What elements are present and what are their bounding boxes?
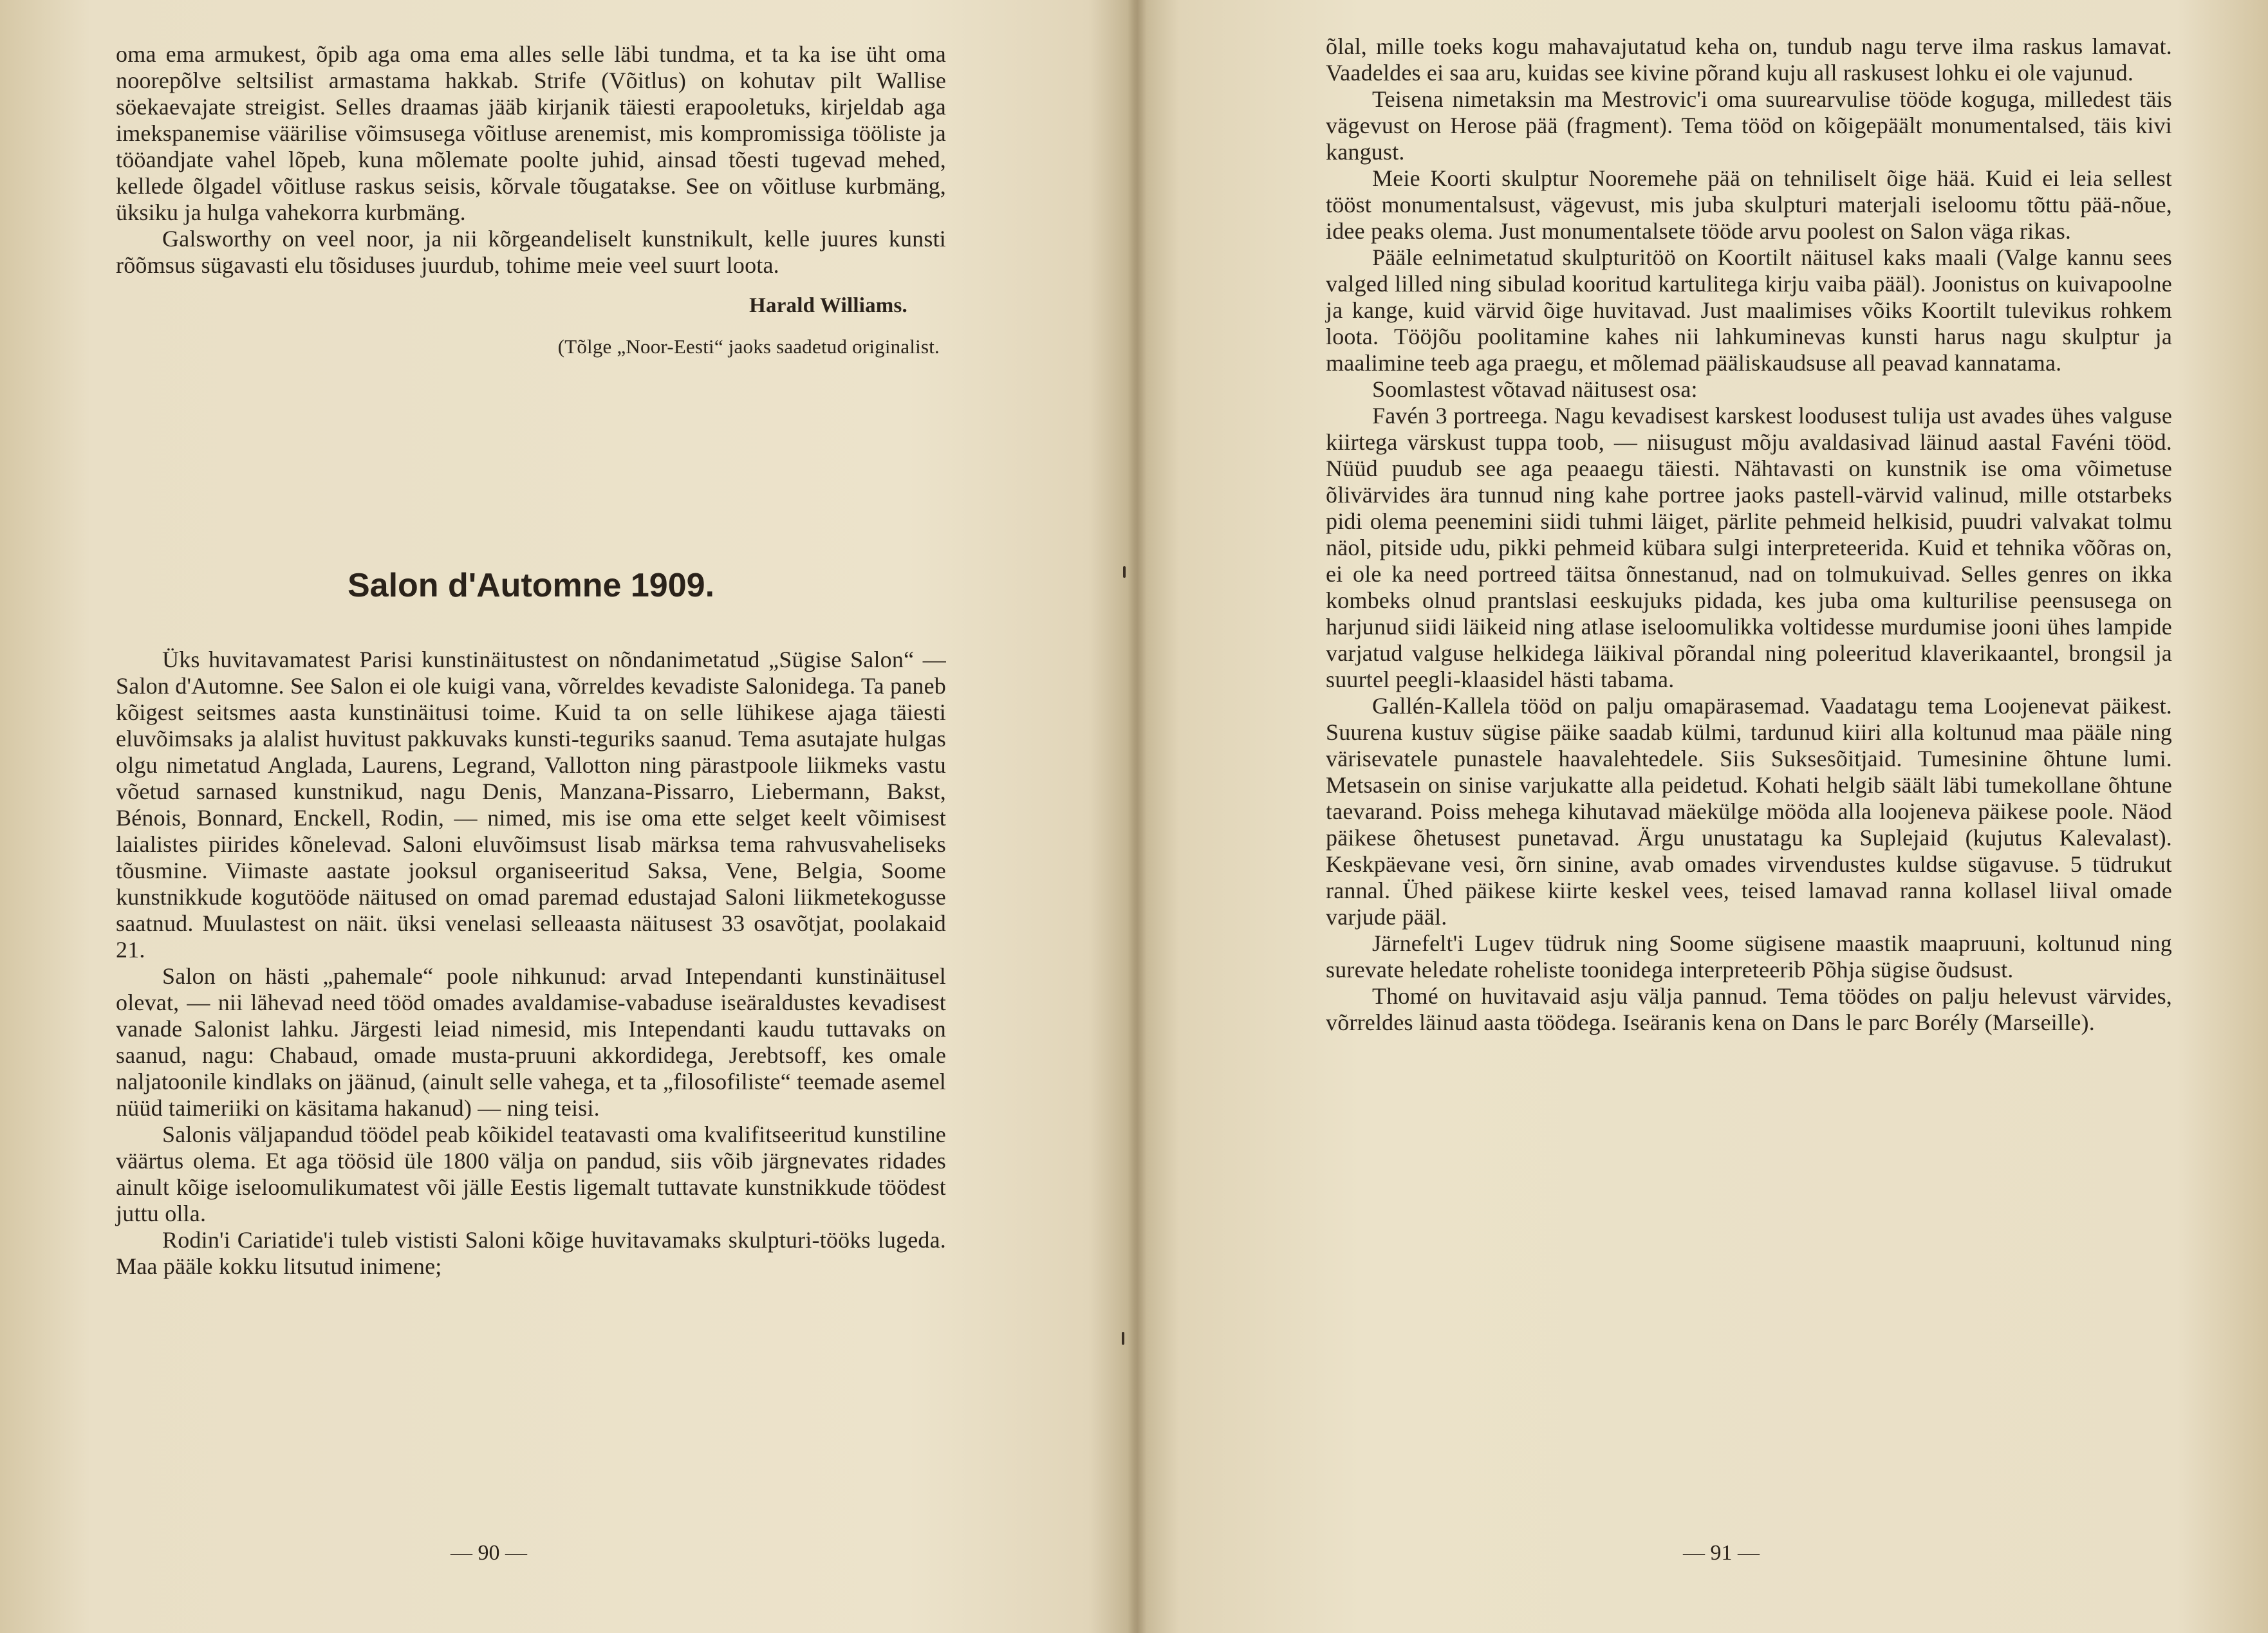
paragraph: Galsworthy on veel noor, ja nii kõrgeandeliselt kunstnikult, kelle juures kunsti rõõmsus sügavasti elu tõsiduses juurdub, tohime meie veel suurt loota.: [116, 226, 946, 278]
paragraph: Järnefelt'i Lugev tüdruk ning Soome sügisene maastik maapruuni, koltunud ning surevate heledate roheliste toonidega interpreteerib Põhja sügise õudsust.: [1326, 930, 2172, 983]
paragraph: Üks huvitavamatest Parisi kunstinäitustest on nõndanimetatud „Sügise Salon“ — Salon d'Automne. See Salon ei ole kuigi vana, võrreldes kevadiste Salonidega. Ta paneb kõigest seitsmes aasta kunstinäitusi toime. Kuid ta on selle lühikese ajaga täiesti eluvõimsaks ja alalist huvitust pakkuvaks kunsti-teguriks saanud. Tema asutajate hulgas olgu nimetatud Anglada, Laurens, Legrand, Vallotton ning pärastpoole liikmeks vastu võetud sarnased kunstnikud, nagu Denis, Manzana-Pissarro, Liebermann, Bakst, Bénois, Bonnard, Enckell, Rodin, — nimed, mis ise oma ette selget keelt võimisest laialistes piirides kõnelevad. Saloni eluvõimsust lisab märksa tema rahvusvaheliseks tõusmine. Viimaste aastate jooksul organiseeritud Saksa, Vene, Belgia, Soome kunstnikkude kogutööde näitused on omad paremad edustajad Saloni liikmetekogusse saatnud. Muulastest on näit. üksi venelasi selleaasta näitusest 33 osavõtjat, poolakaid 21.: [116, 647, 946, 963]
author-signature: Harald Williams.: [749, 294, 907, 317]
paragraph: Meie Koorti skulptur Nooremehe pää on tehniliselt õige hää. Kuid ei leia sellest tööst monumentalsust, vägevust, mis juba skulpturi materjali iseloomu tõttu pää-nõue, idee peaks olema. Just monumentalsete tööde arvu poolest on Salon väga rikas.: [1326, 165, 2172, 244]
paragraph: Favén 3 portreega. Nagu kevadisest karskest loodusest tulija ust avades ühes valguse kiirtega värskust tuppa toob, — niisugust mõju avaldasivad läinud aastal Favéni tööd. Nüüd puudub see aga peaaegu täiesti. Nähtavasti on kunstnik ise oma võimetuse õlivärvides ära tunnud ning kahe portree jaoks pastell-värvid valinud, mille otstarbeks pidi olema peenemini siidi tuhmi läiget, pärlite pehmeid helkisid, puudri valvakat tolmu näol, pitside udu, pikki pehmeid kübara sulgi interpreteerida. Kuid et tehnika võõras on, ei ole ka need portreed täitsa õnnestanud, nad on tolmukuivad. Selles genres on ikka kombeks olnud prantslasi eeskujuks pidada, kes juba oma kulturilise peensusega on harjunud siidi läikeid ning atlase iseloomulikka voltidesse murdumise jooni ühes lampide varjatud valguse helkidega läikival põrandal ning poleeritud klaverikaantel, brongsil ja suurtel peegli-klaasidel hästi tabama.: [1326, 403, 2172, 692]
review-ending: [116, 41, 946, 360]
page-number: — 90 —: [451, 1541, 527, 1565]
paragraph: Rodin'i Cariatide'i tuleb vististi Saloni kõige huvitavamaks skulpturi-tööks lugeda. Maa pääle kokku litsutud inimene;: [116, 1227, 946, 1279]
right-page: [1142, 0, 2268, 1633]
paragraph: õlal, mille toeks kogu mahavajutatud keha on, tundub nagu terve ilma raskus lamavat. Vaadeldes ei saa aru, kuidas see kivine põrand kuju all raskusest lohku ei ole vajunud.: [1326, 33, 2172, 86]
translation-note: (Tõlge „Noor-Eesti“ jaoks saadetud originalist.: [557, 335, 940, 358]
paragraph: oma ema armukest, õpib aga oma ema alles selle läbi tundma, et ta ka ise üht oma noorepõlve seltsilist armastama hakkab. Strife (Võitlus) on kohutav pilt Wallise söekaevajate streigist. Selles draamas jääb kirjanik täiesti erapooletuks, kirjeldab aga imekspanemise väärilise võimsusega võitluse arenemist, mis kompromissiga tööliste ja tööandjate vahel lõpeb, kuna mõlemate poolte juhid, ainsad tõesti tugevad mehed, kellede õlgadel võitluse raskus seisis, kõrvale tõugatakse. See on võitluse kurbmäng, üksiku ja hulga vahekorra kurbmäng.: [116, 41, 946, 225]
paragraph: Thomé on huvitavaid asju välja pannud. Tema töödes on palju helevust värvides, võrreldes läinud aasta töödega. Iseäranis kena on Dans le parc Borély (Marseille).: [1326, 983, 2172, 1035]
page-number: — 91 —: [1683, 1541, 1760, 1565]
margin-mark: [1122, 1332, 1124, 1345]
article-body: [116, 647, 946, 1280]
margin-mark: [1123, 566, 1126, 578]
left-page: [0, 0, 1133, 1633]
paragraph: Salon on hästi „pahemale“ poole nihkunud: arvad Intependanti kunstinäitusel olevat, — nii lähevad need tööd omades avaldamise-vabaduse iseäraldustes kevadisest vanade Salonist lahku. Järgesti leiad nimesid, mis Intependanti kaudu tuttavaks on saanud, nagu: Chabaud, omade musta-pruuni akkordidega, Jerebtsoff, kes omale naljatoonile kindlaks on jäänud, (ainult selle vahega, et ta „filosofiliste“ teemade asemel nüüd taimeriiki on käsitama hakanud) — ning teisi.: [116, 963, 946, 1121]
article-heading: Salon d'Automne 1909.: [347, 567, 715, 604]
paragraph: Soomlastest võtavad näitusest osa:: [1372, 376, 1698, 402]
paragraph: Teisena nimetaksin ma Mestrovic'i oma suurearvulise tööde koguga, milledest täis vägevust on Herose pää (fragment). Tema tööd on kõigepäält monumentalsed, täis kivi kangust.: [1326, 86, 2172, 165]
paragraph: Gallén-Kallela tööd on palju omapärasemad. Vaadatagu tema Loojenevat päikest. Suurena kustuv sügise päike saadab külmi, tardunud kiiri alla koltunud maa pääle ning värisevatele punastele haavalehtedele. Siis Suksesõitjaid. Tumesinine õhtune lumi. Metsasein on sinise varjukatte alla peidetud. Kohati helgib säält läbi tumekollane õhtune taevarand. Poiss mehega kihutavad mäekülge mööda alla loojeneva päikese poole. Näod päikese õhetusest punetavad. Ärgu unustatagu ka Suplejaid (kujutus Kalevalast). Keskpäevane vesi, õrn sinine, avab omades virvendustes kuldse sügavuse. 5 tüdrukut rannal. Ühed päikese kiirte keskel vees, teised lamavad ranna kollasel liival omade varjude pääl.: [1326, 693, 2172, 930]
article-continuation: [1326, 33, 2172, 1036]
paragraph: Salonis väljapandud töödel peab kõikidel teatavasti oma kvalifitseeritud kunstiline väärtus olema. Et aga töösid üle 1800 välja on pandud, siis võib järgnevates ridades ainult kõige iseloomulikumatest või jälle Eestis ligemalt tuttavate kunstnikkude töödest juttu olla.: [116, 1121, 946, 1226]
paragraph: Pääle eelnimetatud skulpturitöö on Koortilt näitusel kaks maali (Valge kannu sees valged lilled ning sibulad kooritud kartulitega kirju vaiba pääl). Joonistus on kuivapoolne ja kange, kuid värvid õige huvitavad. Just maalimises võiks Koortilt tulevikus rohkem loota. Tööjõu poolitamine kahes nii lahkuminevas kunsti harus nagu skulptur ja maalimine teeb aga praegu, et mõlemad pääliskaudsuse all peavad kannatama.: [1326, 244, 2172, 376]
